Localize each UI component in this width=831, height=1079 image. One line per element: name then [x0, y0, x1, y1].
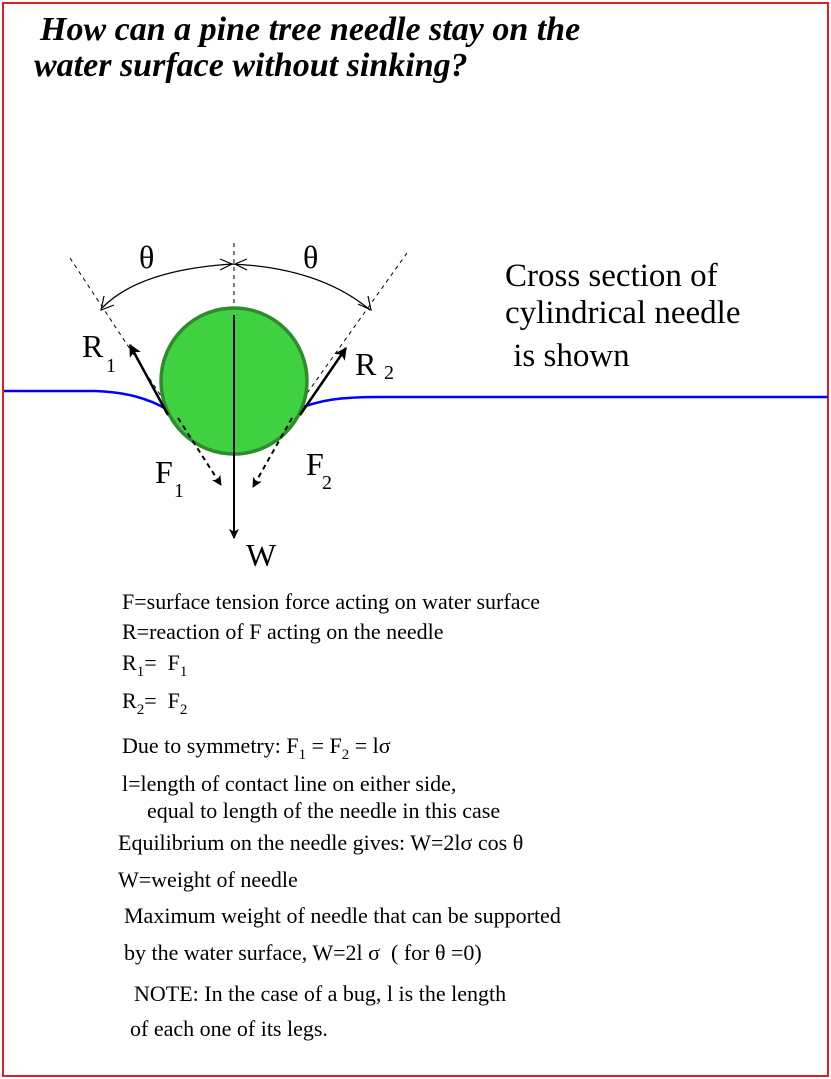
r2-eq-lhs: R	[122, 688, 137, 713]
symmetry-prefix: Due to symmetry: F	[122, 733, 299, 758]
caption-line-2: cylindrical needle	[505, 295, 741, 331]
note-equilibrium: Equilibrium on the needle gives: W=2lσ cos θ	[118, 830, 524, 855]
note-r1-equation	[122, 650, 188, 680]
title-line-1: How can a pine tree needle stay on the	[40, 11, 581, 48]
note-l-definition-1: l=length of contact line on either side,	[122, 771, 457, 796]
r1-eq-rhs-sub: 1	[179, 664, 188, 680]
water-surface-line	[4, 391, 828, 410]
r2-label: R	[355, 346, 377, 382]
note-bug-1: NOTE: In the case of a bug, l is the length	[134, 981, 507, 1006]
r2-subscript: 2	[384, 362, 394, 384]
r2-eq-rhs-sub: 2	[179, 702, 188, 718]
note-w-definition: W=weight of needle	[118, 867, 298, 892]
caption-line-1: Cross section of	[505, 258, 718, 294]
symmetry-suffix: = lσ	[349, 733, 391, 758]
note-f-definition: F=surface tension force acting on water surface	[122, 589, 540, 614]
r1-label: R	[82, 328, 104, 364]
note-l-definition-2: equal to length of the needle in this case	[147, 798, 501, 823]
note-bug-2: of each one of its legs.	[130, 1016, 328, 1041]
caption-line-3: is shown	[505, 338, 630, 374]
r1-eq-lhs: R	[122, 650, 137, 675]
f2-subscript: 2	[322, 472, 332, 494]
note-max-weight-2: by the water surface, W=2l σ ( for θ =0)	[124, 940, 482, 965]
r2-eq-mid: = F	[144, 688, 180, 713]
w-label: W	[246, 537, 277, 573]
symmetry-sub-1: 1	[298, 747, 307, 763]
r1-subscript: 1	[106, 355, 116, 377]
symmetry-mid: = F	[306, 733, 342, 758]
theta-right-label: θ	[303, 239, 319, 275]
note-max-weight-1: Maximum weight of needle that can be supported	[124, 903, 561, 928]
r1-eq-mid: = F	[144, 650, 180, 675]
f1-label: F	[155, 454, 173, 490]
r1-eq-lhs-sub: 1	[136, 664, 145, 680]
symmetry-sub-2: 2	[341, 747, 350, 763]
f2-label: F	[306, 446, 324, 482]
note-r-definition: R=reaction of F acting on the needle	[122, 619, 444, 644]
title-line-2: water surface without sinking?	[34, 47, 468, 84]
note-r2-equation	[122, 688, 188, 718]
r2-eq-lhs-sub: 2	[136, 702, 145, 718]
f1-subscript: 1	[174, 480, 184, 502]
theta-left-label: θ	[139, 239, 155, 275]
note-symmetry	[122, 733, 391, 763]
